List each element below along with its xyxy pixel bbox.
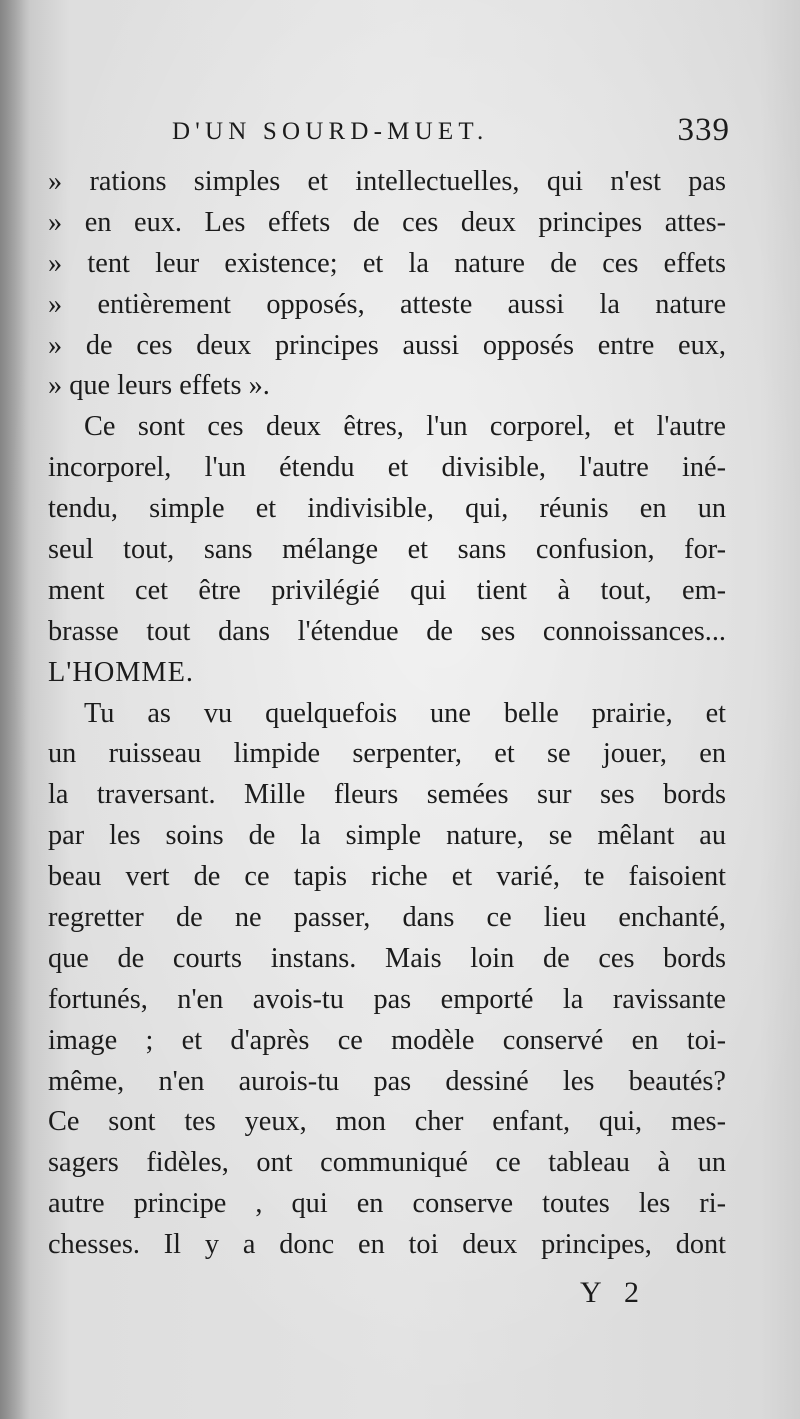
text-line: par les soins de la simple nature, se mêlant au [48,820,726,852]
text-line-homme: L'HOMME. [48,656,194,688]
body-text [48,162,726,1266]
gutter-shadow [0,0,30,1419]
text-line: la traversant. Mille fleurs semées sur ses bords [48,779,726,811]
text-line: image ; et d'après ce modèle conservé en toi- [48,1024,726,1056]
text-line: seul tout, sans mélange et sans confusion, for- [48,534,726,566]
text-line: » entièrement opposés, atteste aussi la nature [48,288,726,320]
text-line: » en eux. Les effets de ces deux principes attes- [48,206,726,238]
text-line: même, n'en aurois-tu pas dessiné les beautés? [48,1065,726,1097]
text-line: » rations simples et intellectuelles, qui n'est pas [48,166,726,197]
text-line: fortunés, n'en avois-tu pas emporté la ravissante [48,983,726,1015]
text-line: » que leurs effets ». [48,370,270,402]
text-line: sagers fidèles, ont communiqué ce tableau à un [48,1147,726,1179]
text-line: » de ces deux principes aussi opposés entre eux, [48,329,726,361]
text-line: que de courts instans. Mais loin de ces bords [48,942,726,974]
text-line: incorporel, l'un étendu et divisible, l'autre iné- [48,452,726,484]
text-line: tendu, simple et indivisible, qui, réunis en un [48,493,726,525]
text-line: regretter de ne passer, dans ce lieu enchanté, [48,902,726,934]
page-header [160,112,750,160]
text-line: » tent leur existence; et la nature de ces effets [48,247,726,279]
text-line: ment cet être privilégié qui tient à tout, em- [48,574,726,606]
paragraph-start-line: Tu as vu quelquefois une belle prairie, et [84,697,726,729]
text-line: brasse tout dans l'étendue de ses connoissances... [48,615,726,647]
signature-mark: Y 2 [580,1276,648,1309]
text-line: autre principe , qui en conserve toutes les ri- [48,1188,726,1220]
text-line: Ce sont tes yeux, mon cher enfant, qui, mes- [48,1106,726,1138]
page-number: 339 [677,112,730,148]
paragraph-start-line: Ce sont ces deux êtres, l'un corporel, et l'autre [84,411,726,443]
text-line: beau vert de ce tapis riche et varié, te faisoient [48,861,726,893]
running-head: D'UN SOURD-MUET. [172,118,489,145]
text-line: chesses. Il y a donc en toi deux principes, dont [48,1229,726,1261]
text-line: un ruisseau limpide serpenter, et se jouer, en [48,738,726,770]
